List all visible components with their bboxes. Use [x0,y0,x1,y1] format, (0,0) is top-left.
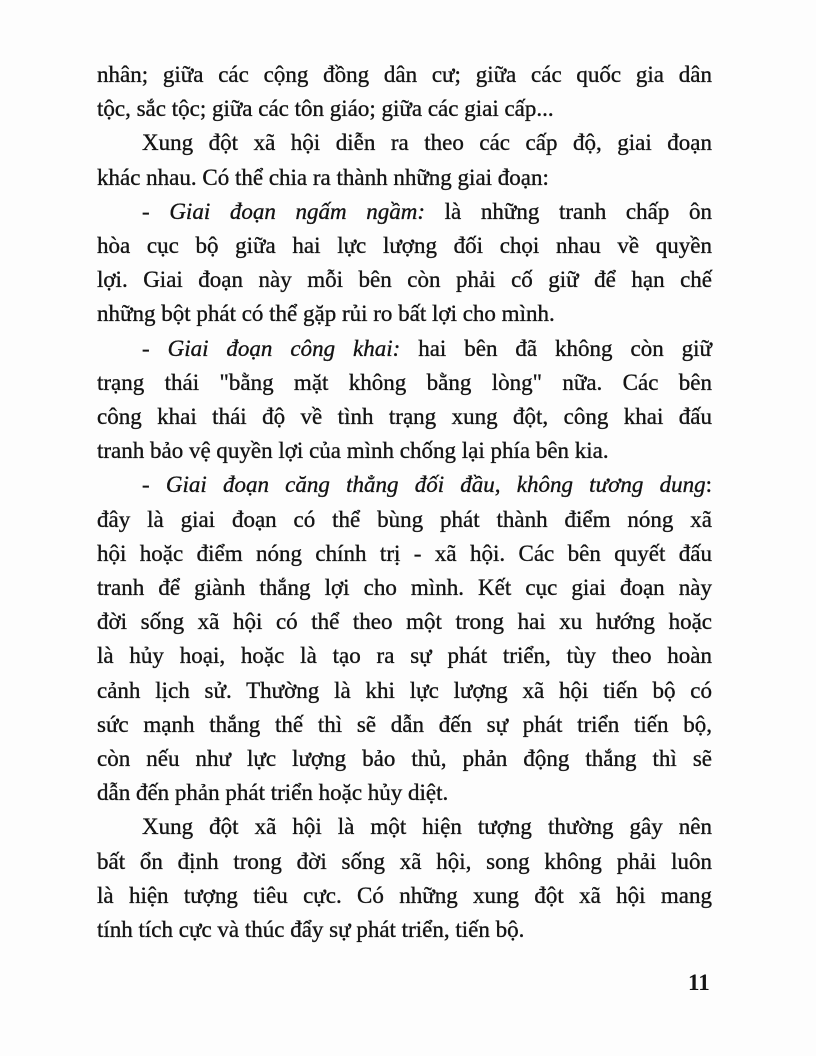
text-line [142,468,712,502]
text-segment: : [705,472,712,498]
text-line [97,161,712,195]
text-line [97,58,712,92]
text-segment: cảnh lịch sử. Thường là khi lực lượng xã hội tiến bộ có [97,677,712,703]
text-line [97,537,712,571]
text-line [97,605,712,639]
text-line [97,503,712,537]
text-segment: trạng thái "bằng mặt không bằng lòng" nữa. Các bên [97,369,712,395]
text-segment: lợi. Giai đoạn này mỗi bên còn phải cố giữ để hạn chế [97,267,712,293]
page-number: 11 [688,970,710,995]
text-line [97,639,712,673]
text-line [142,810,712,844]
text-line [97,913,712,947]
text-line [97,571,712,605]
text-segment: là hủy hoại, hoặc là tạo ra sự phát triển, tùy theo hoàn [97,643,712,669]
text-line [97,297,712,331]
italic-heading-text: Giai đoạn ngấm ngầm: [169,198,426,224]
text-segment: tộc, sắc tộc; giữa các tôn giáo; giữa các giai cấp... [97,96,554,122]
text-segment: hội hoặc điểm nóng chính trị - xã hội. Các bên quyết đấu [97,540,712,566]
text-segment: khác nhau. Có thể chia ra thành những giai đoạn: [97,164,549,190]
text-segment: là những tranh chấp ôn [425,198,712,224]
text-segment: đây là giai đoạn có thể bùng phát thành điểm nóng xã [97,506,712,532]
italic-heading-text: Giai đoạn công khai: [167,335,401,361]
text-line [142,195,712,229]
text-line [97,92,712,126]
text-line [97,742,712,776]
text-segment: Xung đột xã hội là một hiện tượng thường gây nên [142,814,712,840]
text-segment: sức mạnh thắng thế thì sẽ dẫn đến sự phát triển tiến bộ, [97,711,712,737]
text-segment: Xung đột xã hội diễn ra theo các cấp độ, giai đoạn [142,130,712,156]
text-line [97,434,712,468]
text-line [97,263,712,297]
text-segment: - [142,198,170,224]
text-segment: bất ổn định trong đời sống xã hội, song không phải luôn [97,848,712,874]
text-line [97,776,712,810]
text-line [97,674,712,708]
text-segment: tính tích cực và thúc đẩy sự phát triển, tiến bộ. [97,917,525,942]
text-segment: - [142,472,166,498]
text-line [97,879,712,913]
text-line [97,845,712,879]
text-segment: tranh bảo vệ quyền lợi của mình chống lại phía bên kia. [97,438,609,464]
text-segment: là hiện tượng tiêu cực. Có những xung đột xã hội mang [97,882,712,908]
text-line [97,366,712,400]
text-line [142,332,712,366]
text-segment: tranh để giành thắng lợi cho mình. Kết cục giai đoạn này [97,575,712,600]
text-line [97,400,712,434]
text-line [142,126,712,160]
text-segment: những bột phát có thể gặp rủi ro bất lợi cho mình. [97,301,555,327]
text-segment: đời sống xã hội có thể theo một trong hai xu hướng hoặc [97,609,712,635]
text-segment: hai bên đã không còn giữ [400,335,712,361]
text-segment: - [142,335,168,361]
text-segment: hòa cục bộ giữa hai lực lượng đối chọi nhau về quyền [97,233,712,258]
text-segment: dẫn đến phản phát triển hoặc hủy diệt. [97,780,449,806]
text-line [97,708,712,742]
text-line [97,229,712,263]
italic-heading-text: Giai đoạn căng thẳng đối đầu, không tương dung [165,472,706,498]
text-segment: nhân; giữa các cộng đồng dân cư; giữa các quốc gia dân [97,62,712,87]
text-segment: công khai thái độ về tình trạng xung đột, công khai đấu [97,404,712,429]
text-segment: còn nếu như lực lượng bảo thủ, phản động thắng thì sẽ [97,746,712,771]
